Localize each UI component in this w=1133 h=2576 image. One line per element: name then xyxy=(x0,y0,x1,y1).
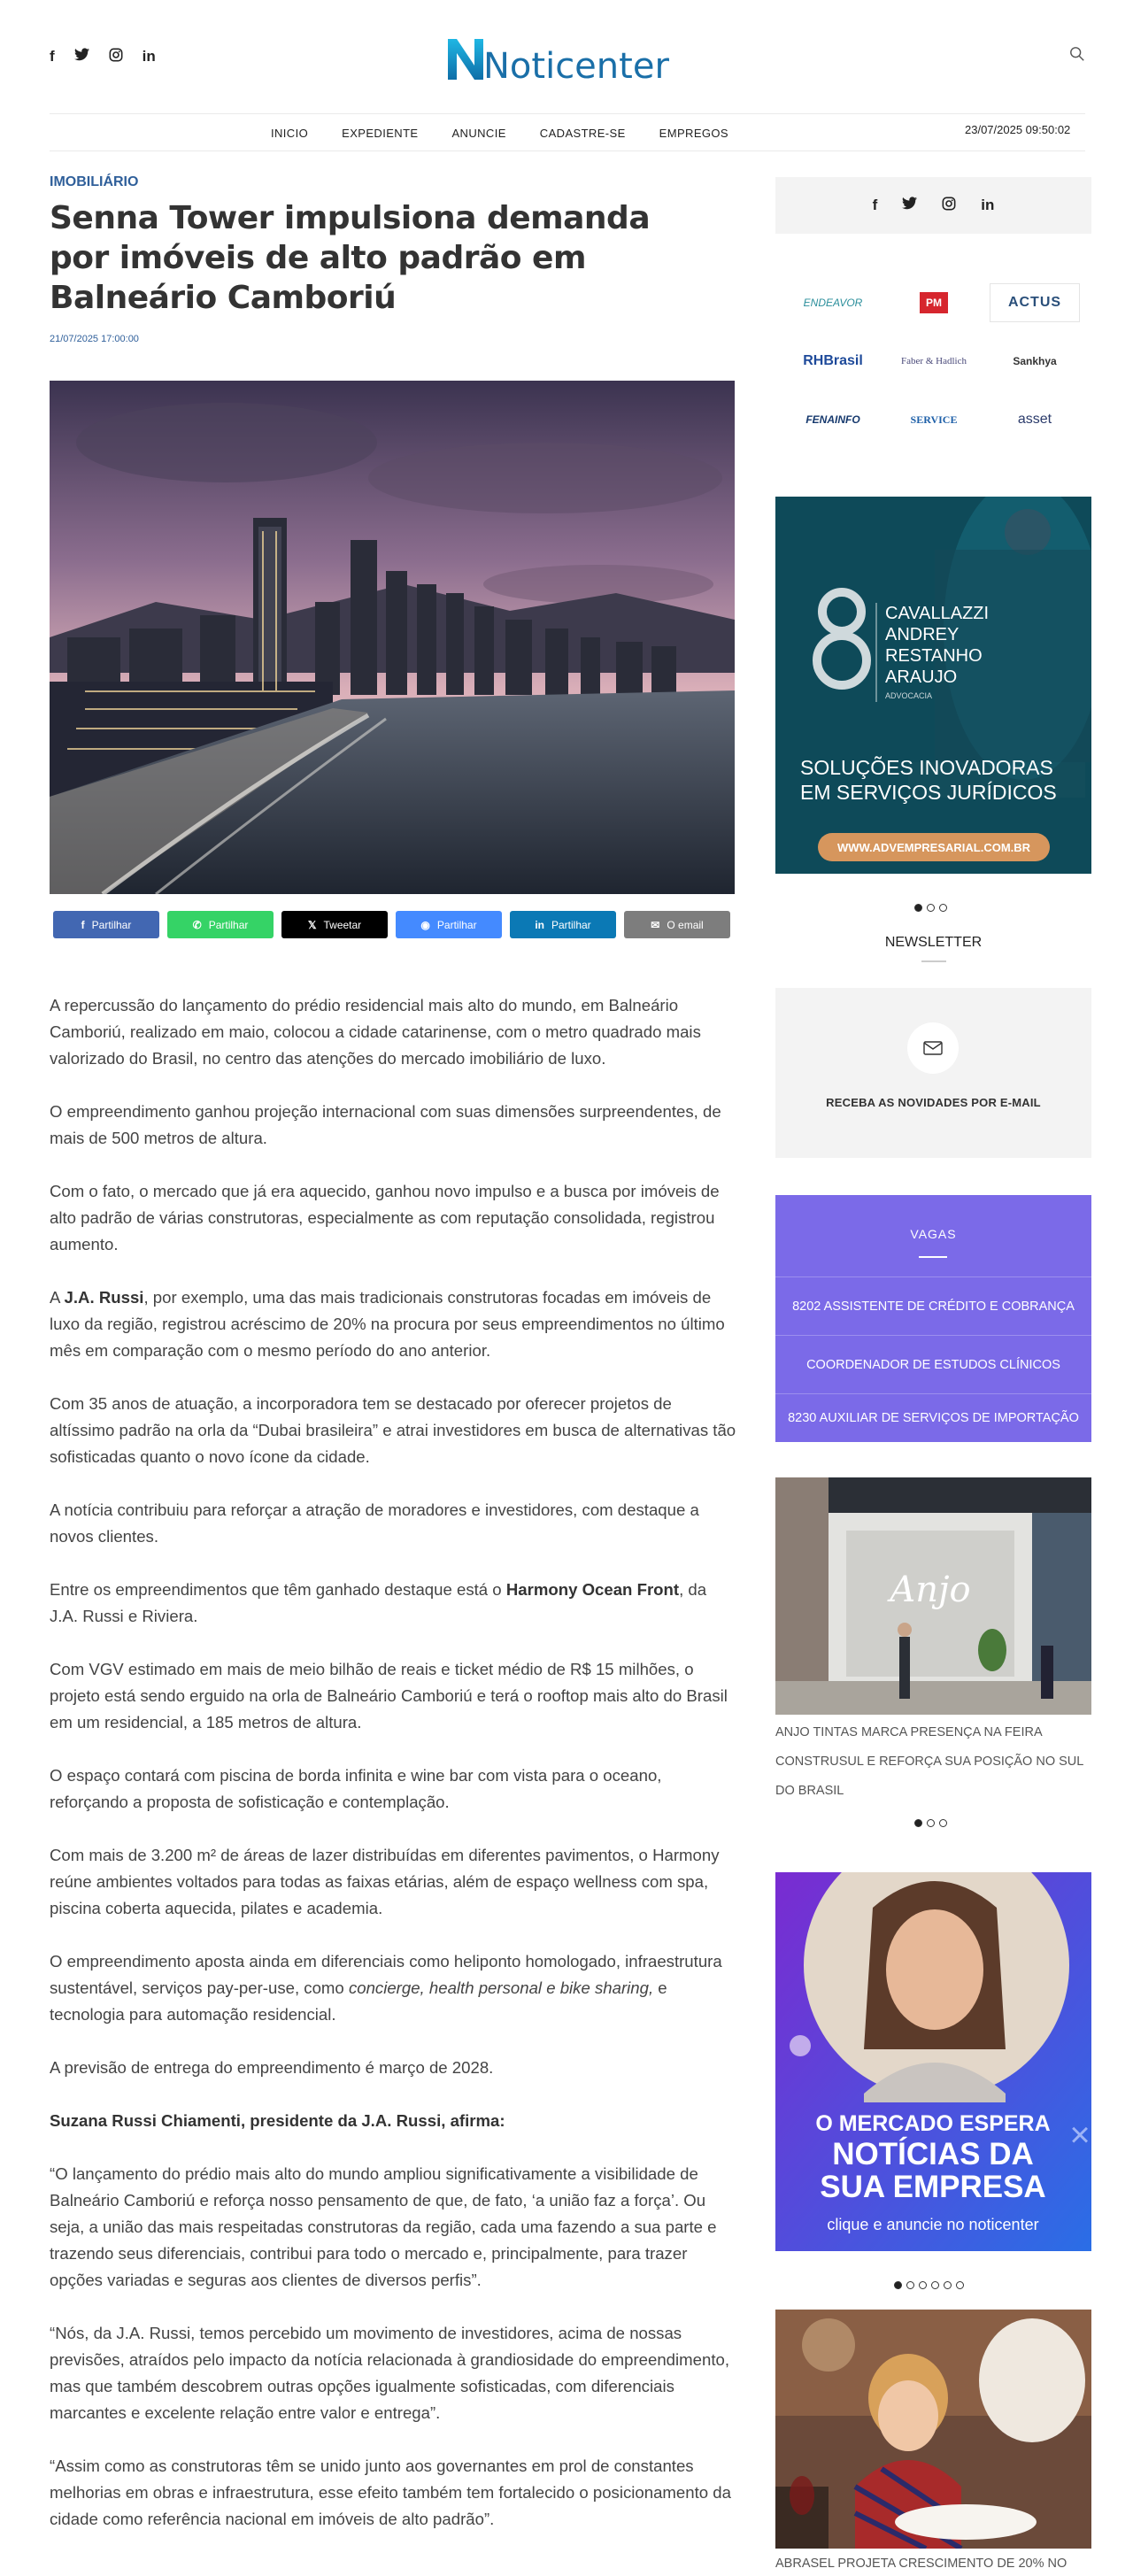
mail-icon[interactable] xyxy=(907,1022,959,1074)
svg-text:×: × xyxy=(1069,2116,1091,2155)
news-caption[interactable]: ANJO TINTAS MARCA PRESENÇA NA FEIRA CONSTRUSUL E REFORÇA SUA POSIÇÃO NO SUL DO BRASIL xyxy=(775,1725,1083,1798)
partner-fenainfo[interactable]: FENAINFO xyxy=(805,413,860,426)
share-messenger-button[interactable] xyxy=(396,911,502,938)
job-item[interactable]: COORDENADOR DE ESTUDOS CLÍNICOS xyxy=(775,1335,1091,1393)
project-name: Harmony Ocean Front xyxy=(505,1580,680,1599)
paragraph: Com VGV estimado em mais de meio bilhão de reais e ticket médio de R$ 15 milhões, o projeto está sendo erguido na orla de Balneário Camboriú e terá o rooftop mais alto do Brasil em um residencial, a 185 metros de altura. xyxy=(50,1660,728,1731)
share-facebook-button[interactable] xyxy=(53,911,159,938)
share-label: Partilhar xyxy=(208,918,249,931)
text: , da J.A. Russi e Riviera. xyxy=(50,1580,707,1625)
job-item[interactable]: 8230 AUXILIAR DE SERVIÇOS DE IMPORTAÇÃO xyxy=(775,1393,1091,1442)
partner-asset[interactable]: asset xyxy=(1017,412,1052,427)
partner-service[interactable]: SERVICE xyxy=(910,413,958,426)
carousel-dot[interactable] xyxy=(939,1819,947,1827)
ad2-line2: NOTÍCIAS DA xyxy=(832,2137,1034,2171)
sidebar-social xyxy=(775,177,1091,234)
share-label: Tweetar xyxy=(323,918,362,931)
paragraph: A repercussão do lançamento do prédio residencial mais alto do mundo, em Balneário Camboriú, realizado em maio, colocou a cidade catarinense, com o metro quadrado mais valorizado do Brasil, no centro das atenções do mercado imobiliário de luxo. xyxy=(50,996,701,1068)
header-datetime: 23/07/2025 09:50:02 xyxy=(965,123,1071,136)
partner-sankhya[interactable]: Sankhya xyxy=(1013,355,1057,367)
ad1-name-line: RESTANHO xyxy=(885,646,983,666)
quote-attribution: Suzana Russi Chiamenti, presidente da J.A. Russi, afirma: xyxy=(50,2111,505,2130)
share-label: Partilhar xyxy=(91,918,132,931)
twitter-icon[interactable] xyxy=(74,48,89,66)
text: A xyxy=(50,1288,65,1307)
paragraph xyxy=(50,1948,736,2028)
carousel-dot[interactable] xyxy=(894,2281,902,2289)
jobs-underline xyxy=(919,1256,947,1258)
carousel-dots xyxy=(914,1819,947,1827)
search-icon[interactable] xyxy=(1069,46,1085,66)
nav-inicio[interactable]: INICIO xyxy=(271,127,309,140)
ad1-url: WWW.ADVEMPRESARIAL.COM.BR xyxy=(836,841,1031,854)
carousel-dot[interactable] xyxy=(927,1819,935,1827)
article-body xyxy=(50,992,736,2559)
article-hero-image xyxy=(50,381,735,894)
partner-logos xyxy=(788,283,1080,439)
carousel-dot[interactable] xyxy=(906,2281,914,2289)
paragraph: Com o fato, o mercado que já era aquecido, ganhou novo impulso e a busca por imóveis de alto padrão de várias construtoras, especialmente as com reputação consolidada, registrou aumento. xyxy=(50,1182,720,1253)
carousel-dots xyxy=(914,904,947,912)
linkedin-icon[interactable]: in xyxy=(981,197,995,213)
paragraph: O espaço contará com piscina de borda infinita e wine bar com vista para o oceano, reforçando a proposta de sofisticação e contemplação. xyxy=(50,1766,662,1811)
paragraph xyxy=(50,1577,736,1630)
share-label: Partilhar xyxy=(436,918,477,931)
ad1-name-line: ANDREY xyxy=(885,625,960,644)
carousel-dot[interactable] xyxy=(931,2281,939,2289)
article-category[interactable]: IMOBILIÁRIO xyxy=(50,174,139,189)
linkedin-icon: in xyxy=(535,918,544,931)
paragraph: Com 35 anos de atuação, a incorporadora tem se destacado por oferecer projetos de altíssimo padrão na orla da “Dubai brasileira” e atrai investidores em busca de alternativas tão sofisticadas quanto o novo ícone da cidade. xyxy=(50,1394,736,1466)
partner-rhbrasil[interactable]: RHBrasil xyxy=(803,353,863,368)
partner-pm[interactable] xyxy=(889,283,979,322)
instagram-icon[interactable] xyxy=(109,48,123,66)
carousel-dot[interactable] xyxy=(939,904,947,912)
whatsapp-icon: ✆ xyxy=(192,918,202,931)
ad2-line1: O MERCADO ESPERA xyxy=(815,2111,1051,2136)
main-nav xyxy=(271,127,728,140)
text: O empreendimento aposta ainda em diferenciais como heliponto homologado, infraestrutura sustentável, serviços pay-per-use, como xyxy=(50,1952,722,1997)
share-linkedin-button[interactable] xyxy=(510,911,616,938)
ad1-sub: ADVOCACIA xyxy=(885,691,933,700)
paragraph: “O lançamento do prédio mais alto do mundo ampliou significativamente a visibilidade de Balneário Camboriú e reforça nosso pensamento de que, de fato, ‘a união faz a força’. Ou seja, a união das mais respeitadas construtoras da região, cada uma fazendo a sua parte e trazendo seus diferenciais, contribui para todo o mercado e, principalmente, para trazer opções variadas e seguras aos clientes de diversos perfis”. xyxy=(50,2164,717,2289)
instagram-icon[interactable] xyxy=(942,197,956,215)
nav-empregos[interactable]: EMPREGOS xyxy=(659,127,728,140)
paragraph xyxy=(50,1284,736,1364)
partner-faber-hadlich[interactable]: Faber & Hadlich xyxy=(901,356,967,366)
carousel-dots xyxy=(894,2281,964,2289)
nav-expediente[interactable]: EXPEDIENTE xyxy=(342,127,419,140)
advertise-ad[interactable] xyxy=(775,1872,1091,2251)
text: Entre os empreendimentos que têm ganhado destaque está o xyxy=(50,1580,506,1599)
share-twitter-button[interactable] xyxy=(281,911,388,938)
share-buttons xyxy=(53,911,730,938)
facebook-icon: f xyxy=(81,918,85,931)
share-email-button[interactable] xyxy=(624,911,730,938)
paragraph: Com mais de 3.200 m² de áreas de lazer distribuídas em diferentes pavimentos, o Harmony reúne ambientes voltados para todas as faixas etárias, além de espaço wellness com spa, piscina coberta aquecida, pilates e academia. xyxy=(50,1846,720,1917)
news-caption[interactable]: ABRASEL PROJETA CRESCIMENTO DE 20% NO xyxy=(775,2557,1067,2571)
partner-endeavor[interactable]: ENDEAVOR xyxy=(803,297,863,309)
article-date: 21/07/2025 17:00:00 xyxy=(50,334,139,344)
messenger-icon: ◉ xyxy=(420,918,430,931)
carousel-dot[interactable] xyxy=(914,904,922,912)
nav-cadastre-se[interactable]: CADASTRE-SE xyxy=(539,127,626,140)
ad2-line3: SUA EMPRESA xyxy=(820,2170,1046,2204)
paragraph: A notícia contribuiu para reforçar a atração de moradores e investidores, com destaque a novos clientes. xyxy=(50,1500,699,1546)
carousel-dot[interactable] xyxy=(956,2281,964,2289)
carousel-dot[interactable] xyxy=(944,2281,952,2289)
site-logo[interactable] xyxy=(443,32,690,85)
job-item[interactable]: 8202 ASSISTENTE DE CRÉDITO E COBRANÇA xyxy=(775,1276,1091,1335)
header-social xyxy=(50,48,156,66)
ad2-cta: clique e anuncie no noticenter xyxy=(827,2216,1039,2233)
ad1-name-line: CAVALLAZZI xyxy=(885,604,990,623)
facebook-icon[interactable]: f xyxy=(872,197,878,213)
article-title: Senna Tower impulsiona demanda por imóveis de alto padrão em Balneário Camboriú xyxy=(50,200,651,316)
ad1-tagline: SOLUÇÕES INOVADORAS xyxy=(800,756,1053,779)
ad1-tagline: EM SERVIÇOS JURÍDICOS xyxy=(800,781,1057,804)
paragraph xyxy=(50,2108,736,2134)
paragraph: O empreendimento ganhou projeção internacional com suas dimensões surpreendentes, de mais de 500 metros de altura. xyxy=(50,1102,721,1147)
ad1-name-line: ARAUJO xyxy=(885,667,958,687)
jobs-title: VAGAS xyxy=(910,1227,957,1241)
nav-anuncie[interactable]: ANUNCIE xyxy=(451,127,506,140)
nav-divider xyxy=(50,150,1085,151)
law-firm-ad[interactable] xyxy=(775,497,1091,874)
paragraph: A previsão de entrega do empreendimento é março de 2028. xyxy=(50,2058,494,2077)
share-label: Partilhar xyxy=(551,918,591,931)
news-image-abrasel[interactable] xyxy=(775,2310,1091,2549)
logo-text: Noticenter xyxy=(483,46,669,85)
linkedin-icon[interactable]: in xyxy=(142,48,156,65)
newsletter-cta[interactable]: RECEBA AS NOVIDADES POR E-MAIL xyxy=(826,1096,1041,1109)
share-whatsapp-button[interactable] xyxy=(167,911,274,938)
email-icon: ✉ xyxy=(651,918,660,931)
carousel-dot[interactable] xyxy=(914,1819,922,1827)
paragraph: “Assim como as construtoras têm se unido junto aos governantes em prol de constantes melhorias em obras e infraestrutura, esse efeito também tem fortalecido o posicionamento da cidade como referência nacional em imóveis de alto padrão”. xyxy=(50,2456,731,2528)
anjo-sign: Anjo xyxy=(890,1570,971,1610)
carousel-dot[interactable] xyxy=(919,2281,927,2289)
carousel-dot[interactable] xyxy=(927,904,935,912)
share-label: O email xyxy=(667,918,704,931)
twitter-icon[interactable] xyxy=(902,197,917,214)
paragraph: “Nós, da J.A. Russi, temos percebido um movimento de investidores, acima de nossas previsões, atraídos pelo impacto da notícia relacionada à grandiosidade do empreendimento, mas que também descobrem outras opções igualmente sofisticadas, com diferenciais marcantes e excelente relação entre valor e entrega”. xyxy=(50,2324,729,2422)
partner-pm-label: PM xyxy=(920,292,948,313)
partner-actus[interactable]: ACTUS xyxy=(990,283,1080,322)
text: , por exemplo, uma das mais tradicionais construtoras focadas em imóveis de luxo da região, registrou acréscimo de 20% na procura por seus empreendimentos no último mês em comparação com o mesmo período do ano anterior. xyxy=(50,1288,725,1360)
newsletter-underline xyxy=(921,960,946,962)
news-image-anjo[interactable] xyxy=(775,1477,1091,1715)
header-divider xyxy=(50,113,1085,114)
text: e tecnologia para automação residencial. xyxy=(50,1978,667,2024)
company-name: J.A. Russi xyxy=(64,1288,144,1307)
newsletter-heading: NEWSLETTER xyxy=(884,935,983,950)
x-icon: 𝕏 xyxy=(307,918,317,931)
italic-text: concierge, health personal e bike sharing, xyxy=(348,1978,654,1997)
facebook-icon[interactable]: f xyxy=(50,48,55,65)
